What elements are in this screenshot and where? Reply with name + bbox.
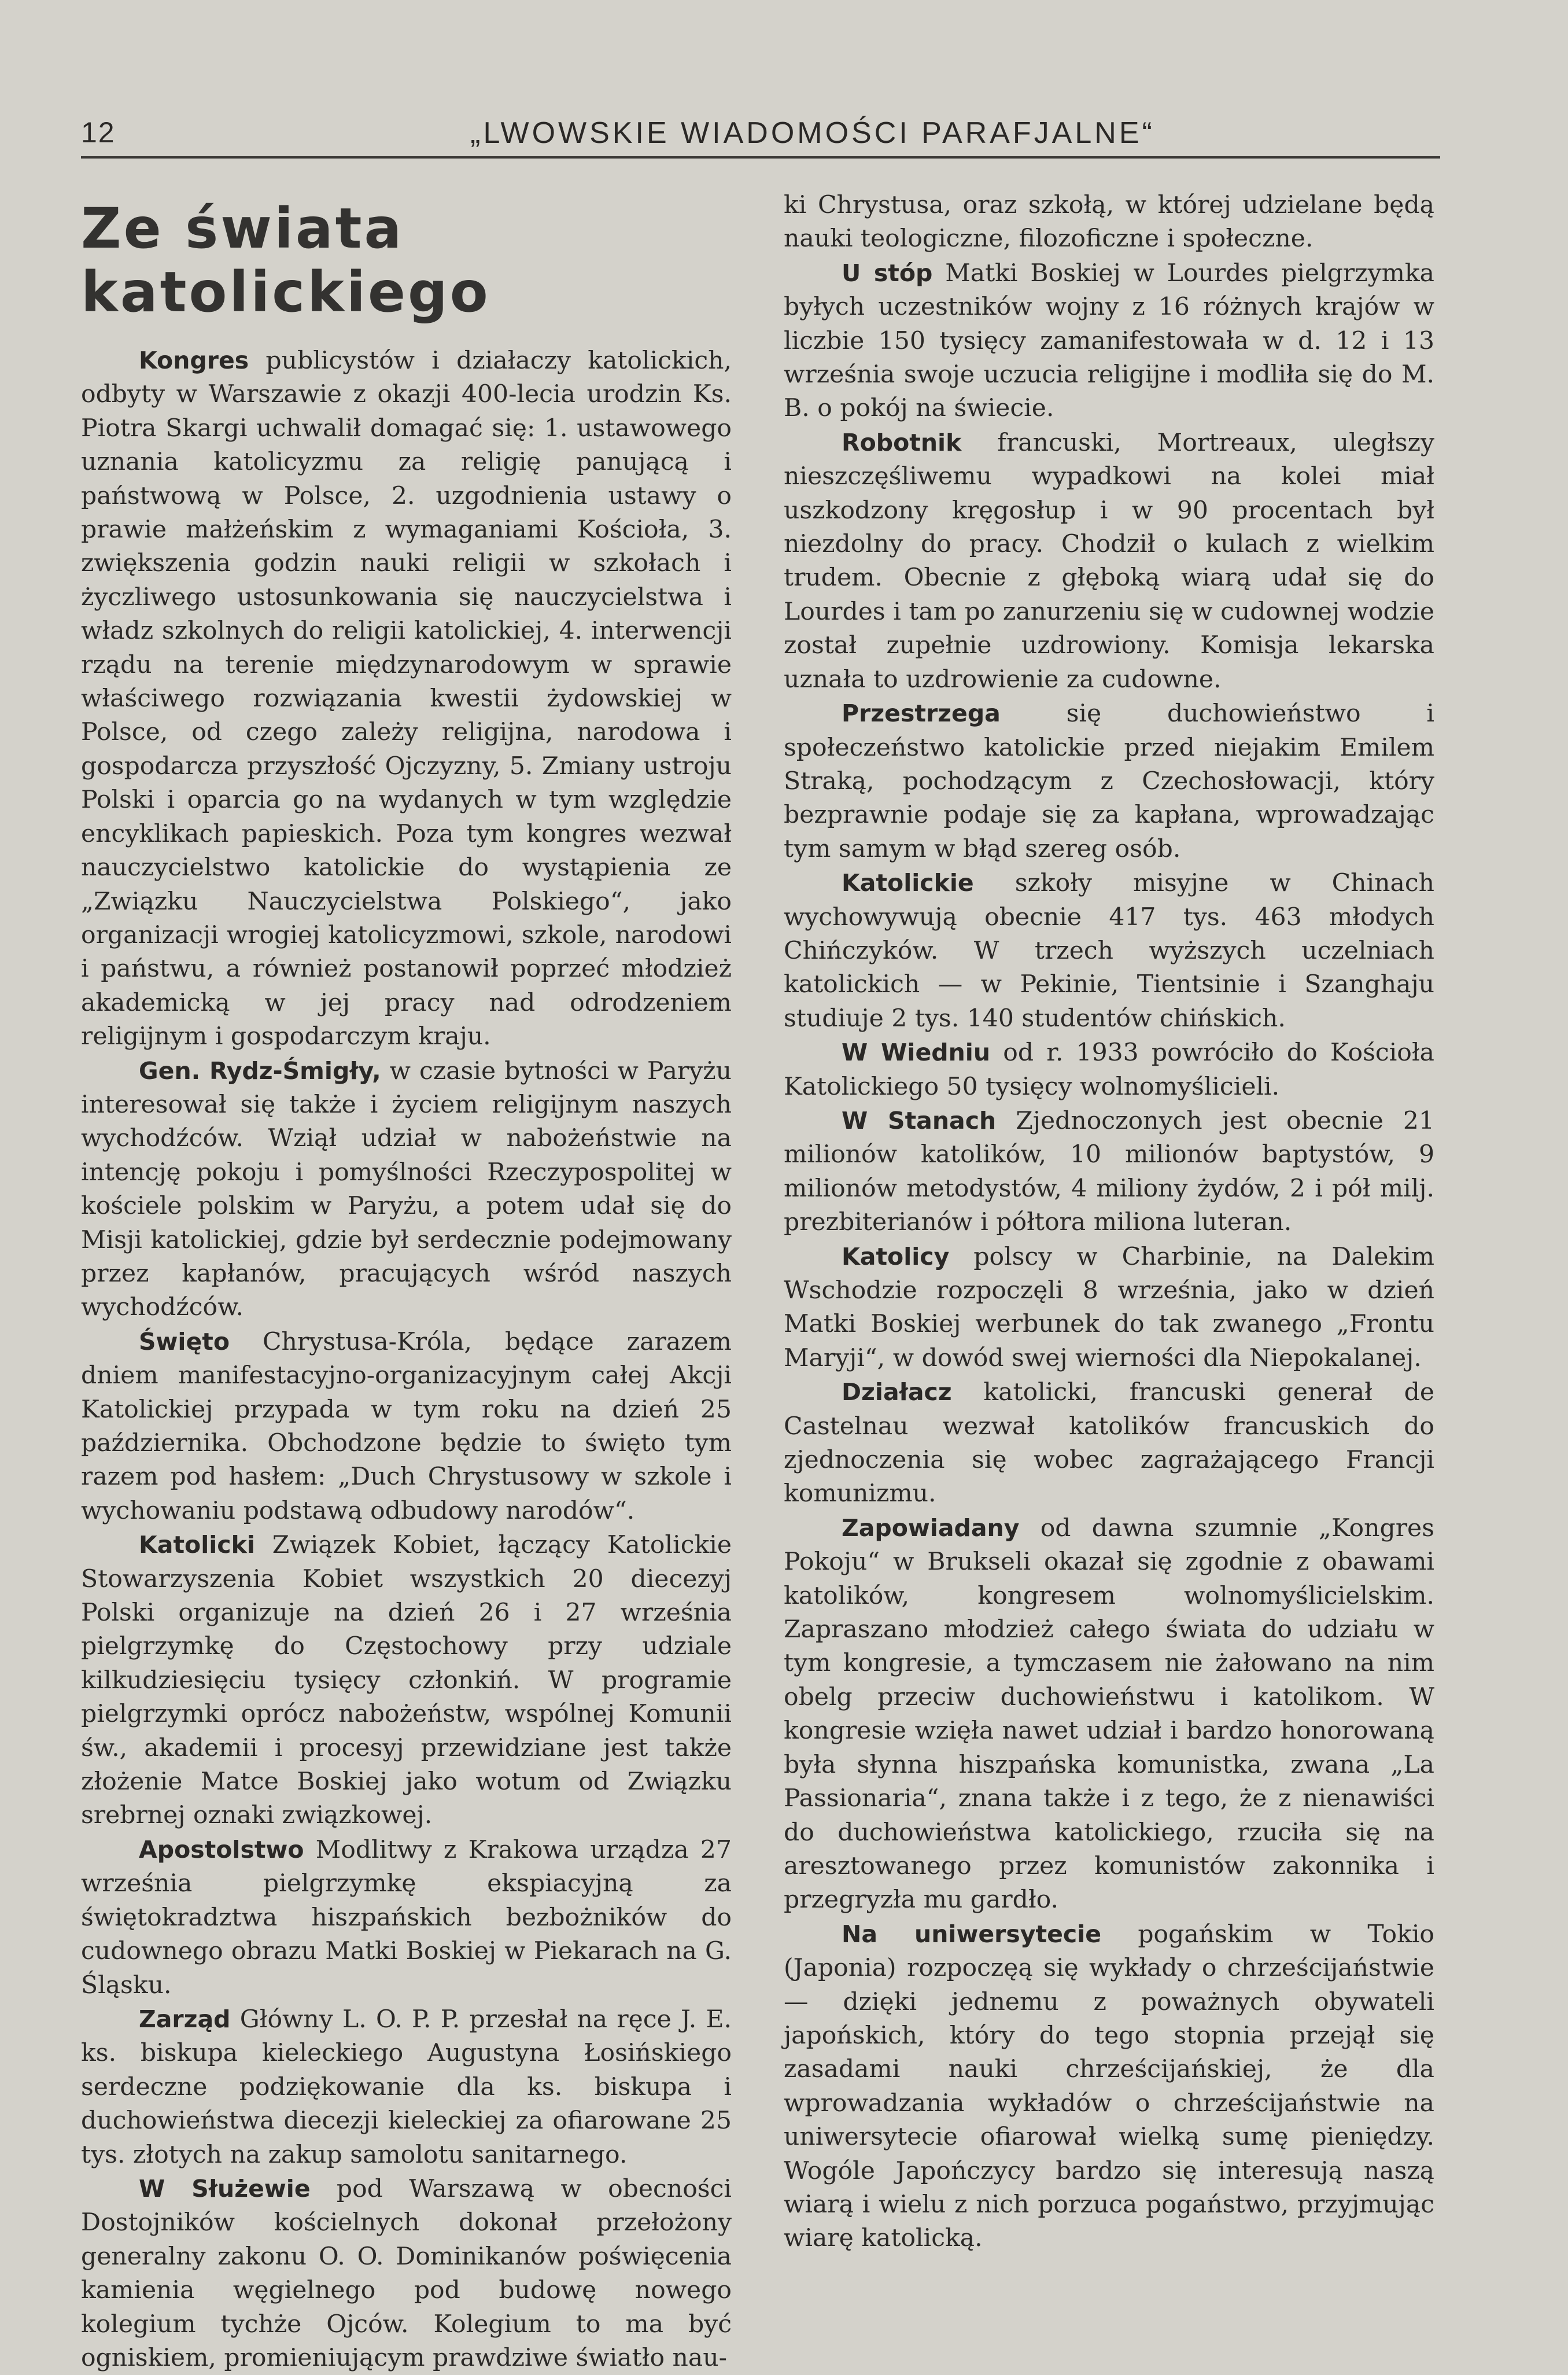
item-text: publicystów i działaczy katolickich, odbyty w Warszawie z okazji 400-lecia urodzin Ks. Piotra Skargi uchwalił domagać się: 1. ustawowego uznania katolicyzmu za religię panującą i państwową w Polsce, 2. uzgodnienia ustawy o prawie małżeńskim z wymaganiami Kościoła, 3. zwiększenia godzin nauki religii w szkołach i życzliwego ustosunkowania się nauczycielstwa i władz szkolnych do religii katolickiej, 4. interwencji rządu na terenie międzynarodowym w sprawie właściwego rozwiązania kwestii żydowskiej w Polsce, od czego zależy religijna, narodowa i gospodarcza przyszłość Ojczyzny, 5. Zmiany ustroju Polski i oparcia go na wydanych w tym względzie encyklikach papieskich. Poza tym kongres wezwał nauczycielstwo katolickie do wystąpienia ze „Związku Nauczycielstwa Polskiego“, jako organizacji wrogiej katolicyzmowi, szkole, narodowi i państwu, a również postanowił poprzeć młodzież akademicką w jej pracy nad odrodzeniem religijnym i gospodarczym kraju.: [81, 347, 732, 1051]
news-item-kongres-pokoju: [784, 1511, 1434, 1917]
news-item-charbin: [784, 1240, 1434, 1376]
news-item-sluzew: [81, 2172, 732, 2375]
left-column: [81, 185, 732, 2375]
item-text: Związek Kobiet, łączący Katolickie Stowarzyszenia Kobiet wszystkich 20 diecezyj Polski organizuje na dzień 26 i 27 września pielgrzymkę do Częstochowy przy udziale kilkudziesięciu tysięcy członkiń. W programie pielgrzymki oprócz nabożeństw, wspólnej Komunii św., akademii i procesyj przewidziane jest także złożenie Matce Boskiej jako wotum od Związku srebrnej oznaki związkowej.: [81, 1531, 732, 1830]
lead-word: Zapowiadany: [842, 1514, 1020, 1542]
item-text: szkoły misyjne w Chinach wychowywują obecnie 417 tys. 463 młodych Chińczyków. W trzech wyższych uczelniach katolickich — w Pekinie, Tientsinie i Szanghaju studiuje 2 tys. 140 studentów chińskich.: [784, 869, 1434, 1033]
news-item-przestrzega: [784, 697, 1434, 866]
news-item-apostolstwo: [81, 1833, 732, 2002]
item-text: się duchowieństwo i społeczeństwo katolickie przed niejakim Emilem Straką, pochodzącym z Czechosłowacji, który bezprawnie podaje się za kapłana, wprowadzając tym samym w błąd szereg osób.: [784, 699, 1434, 863]
running-title: „LWOWSKIE WIADOMOŚCI PARAFJALNE“: [470, 116, 1155, 150]
item-text: Zjednoczonych jest obecnie 21 milionów katolików, 10 milionów baptystów, 9 milionów metodystów, 4 miliony żydów, 2 i pół milj. prezbiterianów i półtora miliona luteran.: [784, 1106, 1434, 1237]
lead-word: Katolicy: [842, 1242, 950, 1271]
item-text: pogańskim w Tokio (Japonia) rozpoczęą się wykłady o chrześcijaństwie — dzięki jednemu z poważnych obywateli japońskich, który do tego stopnia przejął się zasadami nauki chrześcijańskiej, że dla wprowadzania wykładów o chrześcijaństwie na uniwersytecie ofiarował wielką sumę pieniędzy. Wogóle Japończycy bardzo się interesują naszą wiarą i wielu z nich porzuca pogaństwo, przyjmując wiarę katolicką.: [784, 1920, 1434, 2253]
lead-word: Katolicki: [139, 1531, 255, 1559]
lead-word: Przestrzega: [842, 699, 1001, 728]
item-text: pod Warszawą w obecności Dostojników kościelnych dokonał przełożony generalny zakonu O. O. Dominikanów poświęcenia kamienia węgielnego pod budowę nowego kolegium tychże Ojców. Kolegium to ma być ogniskiem, promieniującym prawdziwe światło nau-: [81, 2174, 732, 2372]
lead-word: Święto: [139, 1327, 230, 1356]
section-heading: Ze świata katolickiego: [81, 196, 490, 325]
news-item-zarzad: [81, 2002, 732, 2172]
item-text: w czasie bytności w Paryżu interesował się także i życiem religijnym naszych wychodźców. Wziął udział w nabożeństwie na intencję pokoju i pomyślności Rzeczypospolitej w kościele polskim w Paryżu, a potem udał się do Misji katolickiej, gdzie był serdecznie podejmowany przez kapłanów, pracujących wśród naszych wychodźców.: [81, 1056, 732, 1322]
news-item-stany: [784, 1104, 1434, 1240]
item-text: polscy w Charbinie, na Dalekim Wschodzie rozpoczęli 8 września, jako w dzień Matki Boskiej werbunek do tak zwanego „Frontu Maryji“, w dowód swej wierności dla Niepokalanej.: [784, 1242, 1434, 1372]
item-text: od r. 1933 powróciło do Kościoła Katolickiego 50 tysięcy wolnomyślicieli.: [784, 1039, 1434, 1101]
news-item-robotnik: [784, 426, 1434, 697]
lead-word: Zarząd: [139, 2005, 231, 2033]
news-item-tokio: [784, 1917, 1434, 2256]
news-item-chiny: [784, 866, 1434, 1036]
news-item-zwiazek-kobiet: [81, 1528, 732, 1833]
page-number: 12: [81, 116, 116, 149]
item-text: Główny L. O. P. P. przesłał na ręce J. E. ks. biskupa kieleckiego Augustyna Łosińskiego serdeczne podziękowanie dla ks. biskupa i duchowieństwa diecezji kieleckiej za ofiarowane 25 tys. złotych na zakup samolotu sanitarnego.: [81, 2005, 732, 2169]
item-text: katolicki, francuski generał de Castelnau wezwał katolików francuskich do zjednoczenia się wobec zagrażającego Francji komunizmu.: [784, 1378, 1434, 1508]
lead-word: Kongres: [139, 347, 249, 374]
item-text: od dawna szumnie „Kongres Pokoju“ w Brukseli okazał się zgodnie z obawami katolików, kongresem wolnomyślicielskim. Zapraszano młodzież całego świata do udziału w tym kongresie, a tymczasem nie żałowano na nim obelg przeciw duchowieństwu i katolikom. W kongresie wzięła nawet udział i bardzo honorowaną była słynna hiszpańska komunistka, zwana „La Passionaria“, znana także i z tego, że z nienawiści do duchowieństwa katolickiego, rzuciła się na aresztowanego przez komunistów zakonnika i przegryzła mu gardło.: [784, 1514, 1434, 1914]
news-item-rydz-smigly: [81, 1054, 732, 1325]
lead-word: Gen. Rydz-Śmigły,: [139, 1056, 381, 1085]
item-text: Matki Boskiej w Lourdes pielgrzymka byłych uczestników wojny z 16 różnych krajów w liczbie 150 tysięcy zamanifestowała w d. 12 i 13 września swoje uczucia religijne i modliła się do M. B. o pokój na świecie.: [784, 259, 1434, 423]
news-item-dzialacz: [784, 1375, 1434, 1511]
item-text: Chrystusa-Króla, będące zarazem dniem manifestacyjno-organizacyjnym całej Akcji Katolickiej przypada w tym roku na dzień 25 października. Obchodzone będzie to święto tym razem pod hasłem: „Duch Chrystusowy w szkole i wychowaniu podstawą odbudowy narodów“.: [81, 1327, 732, 1525]
lead-word: Na uniwersytecie: [842, 1920, 1102, 1948]
news-item-wieden: [784, 1036, 1434, 1104]
item-text: ki Chrystusa, oraz szkołą, w której udzielane będą nauki teologiczne, filozoficzne i społeczne.: [784, 191, 1434, 253]
lead-word: Robotnik: [842, 428, 962, 456]
lead-word: Działacz: [842, 1378, 952, 1406]
news-item-lourdes: [784, 256, 1434, 426]
news-item-kongres: [81, 344, 732, 1054]
news-item-continuation: [784, 189, 1434, 256]
item-text: Modlitwy z Krakowa urządza 27 września pielgrzymkę ekspiacyjną za świętokradztwa hiszpańskich bezbożników do cudownego obrazu Matki Boskiej w Piekarach na G. Śląsku.: [81, 1835, 732, 2000]
lead-word: Apostolstwo: [139, 1835, 304, 1864]
lead-word: Katolickie: [842, 869, 974, 897]
news-item-swieto: [81, 1325, 732, 1528]
lead-word: W Wiedniu: [842, 1039, 991, 1067]
item-text: francuski, Mortreaux, uległszy nieszczęśliwemu wypadkowi na kolei miał uszkodzony kręgosłup i w 90 procentach był niezdolny do pracy. Chodził o kulach z wielkim trudem. Obecnie z głęboką wiarą udał się do Lourdes i tam po zanurzeniu się w cudownej wodzie został zupełnie uzdrowiony. Komisja lekarska uznała to uzdrowienie za cudowne.: [784, 428, 1434, 694]
lead-word: W Stanach: [842, 1106, 997, 1135]
lead-word: W Służewie: [139, 2174, 311, 2203]
page-header: [81, 110, 1440, 159]
right-column: [784, 189, 1434, 2256]
lead-word: U stóp: [842, 259, 933, 287]
